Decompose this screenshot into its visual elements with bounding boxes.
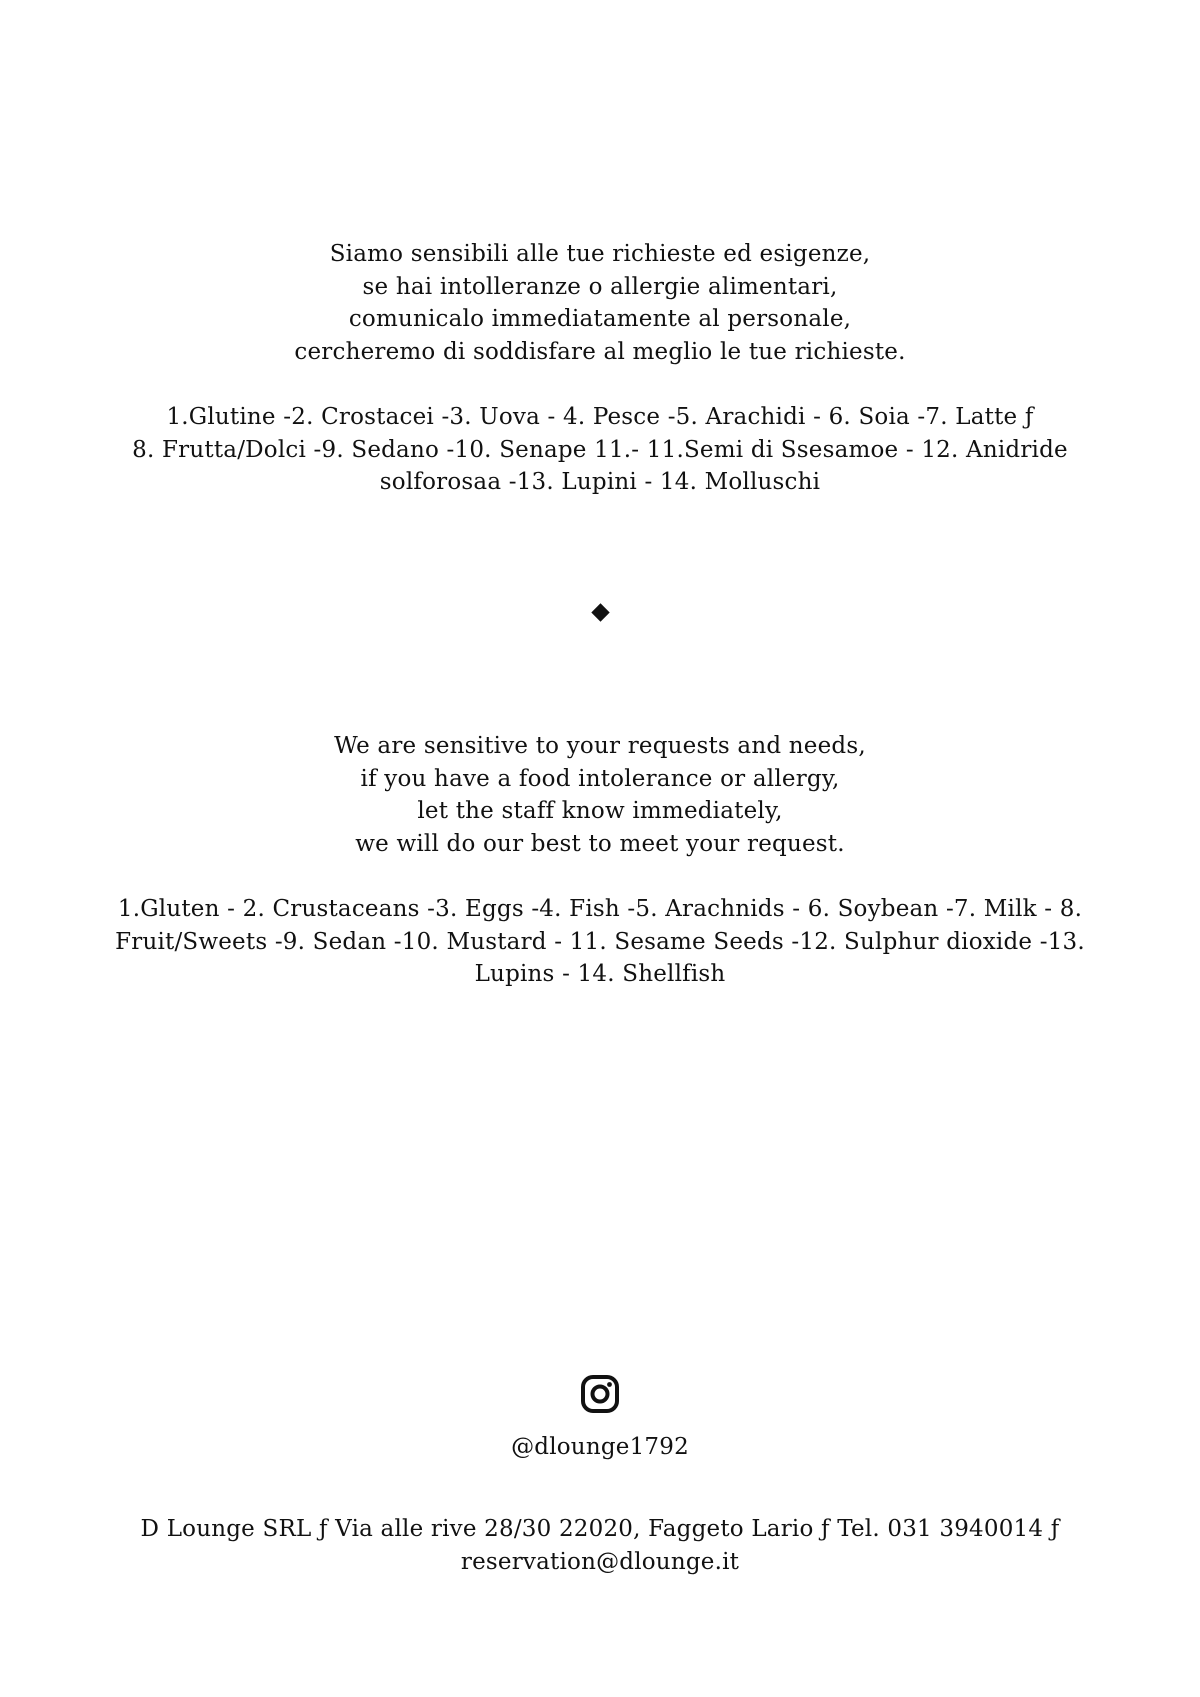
english-allergen-line: 1.Gluten - 2. Crustaceans -3. Eggs -4. Fish -5. Arachnids - 6. Soybean -7. Milk - 8. — [117, 896, 1083, 922]
english-allergen-line: Fruit/Sweets -9. Sedan -10. Mustard - 11. Sesame Seeds -12. Sulphur dioxide -13. — [115, 928, 1085, 955]
english-intro-line: if you have a food intolerance or allergy, — [360, 765, 840, 792]
diamond-icon — [591, 603, 609, 621]
english-allergen-list — [0, 893, 1200, 991]
italian-intro-line: se hai intolleranze o allergie alimentari, — [362, 273, 838, 300]
footer-email-link[interactable]: reservation@dlounge.it — [460, 1548, 740, 1575]
instagram-handle-text: @dlounge1792 — [511, 1434, 689, 1460]
instagram-handle — [0, 1431, 1200, 1464]
italian-intro-line: comunicalo immediatamente al personale, — [348, 306, 852, 332]
english-allergen-line: Lupins - 14. Shellfish — [474, 961, 726, 987]
instagram-icon[interactable] — [580, 1374, 620, 1414]
english-intro — [0, 730, 1200, 860]
italian-allergen-list — [0, 401, 1200, 499]
section-divider — [0, 604, 1200, 623]
italian-intro-line: Siamo sensibili alle tue richieste ed esigenze, — [329, 241, 871, 267]
english-intro-line: We are sensitive to your requests and needs, — [334, 733, 866, 759]
italian-allergen-line: 8. Frutta/Dolci -9. Sedano -10. Senape 11.- 11.Semi di Ssesamoe - 12. Anidride — [132, 436, 1068, 463]
footer-address-line: D Lounge SRL ƒ Via alle rive 28/30 22020, Faggeto Lario ƒ Tel. 031 3940014 ƒ — [140, 1516, 1060, 1542]
italian-intro-line: cercheremo di soddisfare al meglio le tue richieste. — [294, 338, 906, 365]
instagram-link[interactable] — [0, 1374, 1200, 1418]
italian-allergen-line: 1.Glutine -2. Crostacei -3. Uova - 4. Pesce -5. Arachidi - 6. Soia -7. Latte ƒ — [166, 404, 1034, 430]
english-intro-line: let the staff know immediately, — [417, 798, 783, 824]
italian-allergen-line: solforosaa -13. Lupini - 14. Molluschi — [379, 469, 821, 495]
italian-intro — [0, 238, 1200, 368]
english-intro-line: we will do our best to meet your request. — [355, 830, 845, 857]
footer-contact — [0, 1513, 1200, 1578]
